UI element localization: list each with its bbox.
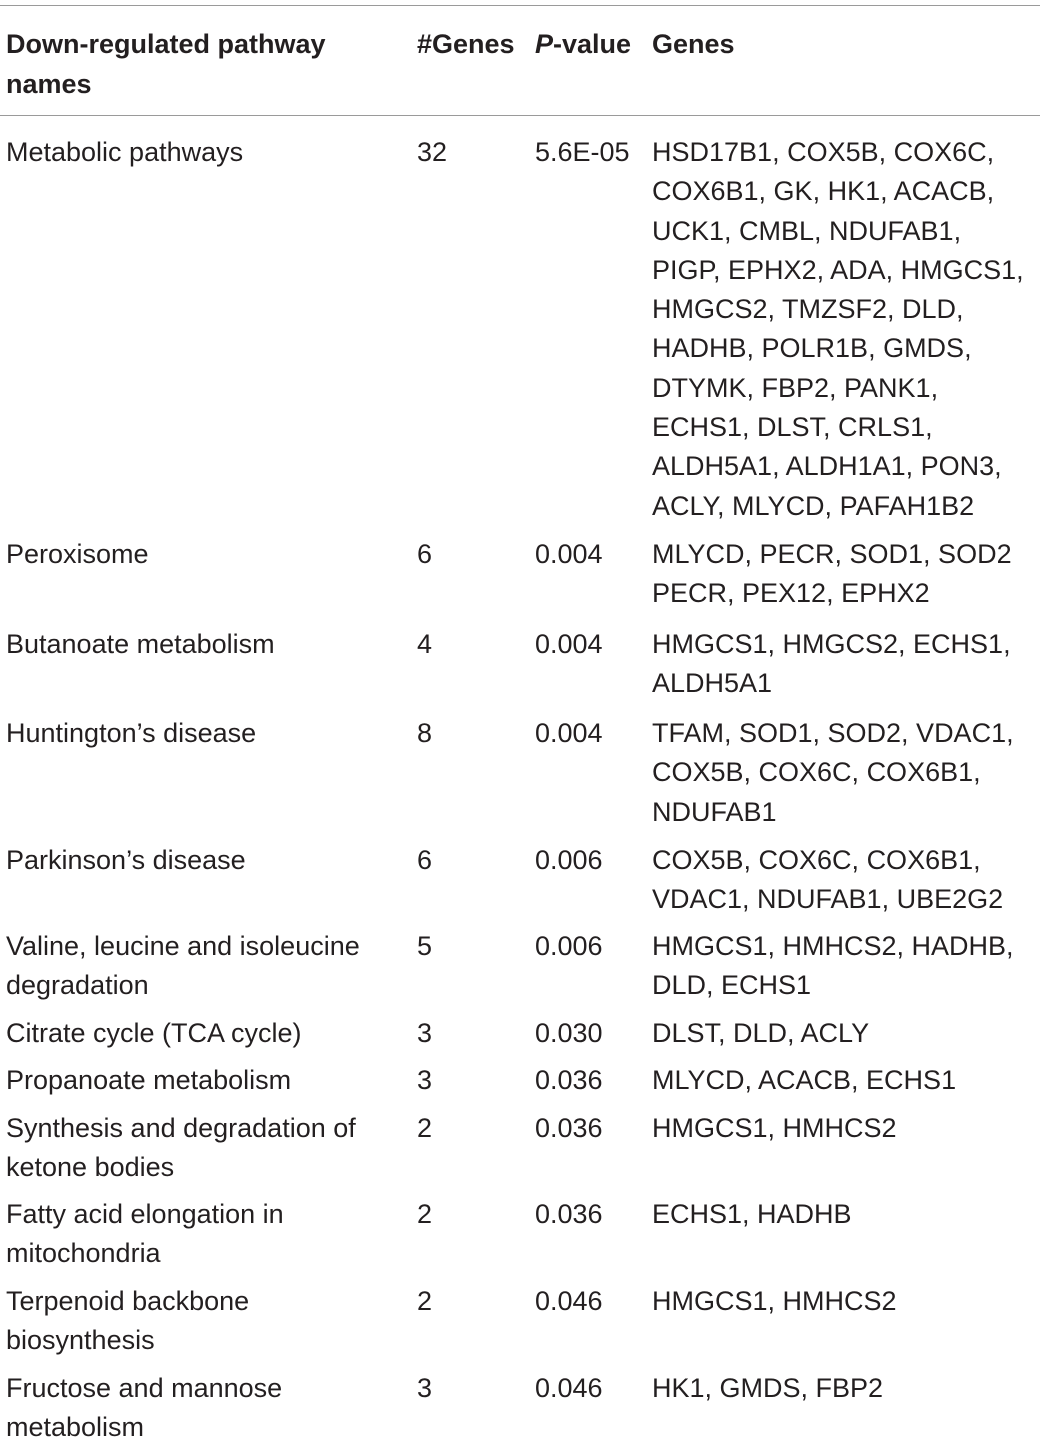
p-value: 0.046 bbox=[535, 1373, 603, 1403]
p-value: 0.004 bbox=[535, 539, 603, 569]
gene-list: MLYCD, ACACB, ECHS1 bbox=[652, 1065, 957, 1095]
gene-count: 4 bbox=[417, 629, 433, 659]
header-pathway-names: Down-regulated pathway names bbox=[6, 29, 326, 99]
pathway-name: Butanoate metabolism bbox=[6, 629, 275, 659]
p-value: 5.6E-05 bbox=[535, 137, 630, 167]
p-value: 0.046 bbox=[535, 1286, 603, 1316]
table-top-rule bbox=[0, 5, 1040, 6]
pathway-name: Fatty acid elongation in mitochondria bbox=[6, 1199, 284, 1269]
gene-count: 3 bbox=[417, 1373, 433, 1403]
gene-count: 3 bbox=[417, 1065, 433, 1095]
gene-list: HMGCS1, HMHCS2 bbox=[652, 1113, 897, 1143]
gene-list: HSD17B1, COX5B, COX6C, COX6B1, GK, HK1, ACACB, UCK1, CMBL, NDUFAB1, PIGP, EPHX2, ADA, HMGCS1, HMGCS2, TMZSF2, DLD, HADHB, POLR1B, GMDS, DTYMK, FBP2, PANK1, ECHS1, DLST, CRLS1, ALDH5A1, ALDH1A1, PON3, ACLY, MLYCD, PAFAH1B2 bbox=[652, 137, 1024, 521]
gene-count: 5 bbox=[417, 931, 433, 961]
pathway-name: Huntington’s disease bbox=[6, 718, 257, 748]
pathway-name: Parkinson’s disease bbox=[6, 845, 246, 875]
pathway-name: Terpenoid backbone biosynthesis bbox=[6, 1286, 250, 1356]
header-p-value-suffix: -value bbox=[553, 29, 632, 59]
p-value: 0.004 bbox=[535, 718, 603, 748]
gene-count: 8 bbox=[417, 718, 433, 748]
pathway-name: Synthesis and degradation of ketone bodies bbox=[6, 1113, 356, 1183]
p-value: 0.030 bbox=[535, 1018, 603, 1048]
p-value: 0.006 bbox=[535, 845, 603, 875]
gene-count: 32 bbox=[417, 137, 448, 167]
header-genes: Genes bbox=[652, 29, 735, 59]
pathway-name: Propanoate metabolism bbox=[6, 1065, 292, 1095]
pathway-name: Citrate cycle (TCA cycle) bbox=[6, 1018, 302, 1048]
gene-list: ECHS1, HADHB bbox=[652, 1199, 852, 1229]
gene-count: 6 bbox=[417, 845, 433, 875]
table-header-rule bbox=[0, 115, 1040, 116]
gene-list: DLST, DLD, ACLY bbox=[652, 1018, 870, 1048]
gene-count: 2 bbox=[417, 1286, 433, 1316]
gene-list: MLYCD, PECR, SOD1, SOD2 PECR, PEX12, EPHX2 bbox=[652, 539, 1012, 609]
gene-count: 3 bbox=[417, 1018, 433, 1048]
pathway-name: Fructose and mannose metabolism bbox=[6, 1373, 283, 1443]
gene-list: HK1, GMDS, FBP2 bbox=[652, 1373, 884, 1403]
p-value: 0.036 bbox=[535, 1199, 603, 1229]
header-gene-count: #Genes bbox=[417, 29, 515, 59]
header-p-value bbox=[535, 24, 631, 64]
header-p-value-italic: P bbox=[535, 29, 554, 59]
gene-list: HMGCS1, HMGCS2, ECHS1, ALDH5A1 bbox=[652, 629, 1011, 699]
gene-list: HMGCS1, HMHCS2 bbox=[652, 1286, 897, 1316]
gene-list: HMGCS1, HMHCS2, HADHB, DLD, ECHS1 bbox=[652, 931, 1014, 1001]
p-value: 0.006 bbox=[535, 931, 603, 961]
p-value: 0.036 bbox=[535, 1065, 603, 1095]
pathway-name: Valine, leucine and isoleucine degradation bbox=[6, 931, 360, 1001]
gene-count: 2 bbox=[417, 1199, 433, 1229]
gene-list: COX5B, COX6C, COX6B1, VDAC1, NDUFAB1, UBE2G2 bbox=[652, 845, 1004, 915]
pathway-name: Peroxisome bbox=[6, 539, 149, 569]
p-value: 0.004 bbox=[535, 629, 603, 659]
gene-count: 2 bbox=[417, 1113, 433, 1143]
pathway-name: Metabolic pathways bbox=[6, 137, 244, 167]
gene-list: TFAM, SOD1, SOD2, VDAC1, COX5B, COX6C, COX6B1, NDUFAB1 bbox=[652, 718, 1014, 827]
gene-count: 6 bbox=[417, 539, 433, 569]
p-value: 0.036 bbox=[535, 1113, 603, 1143]
